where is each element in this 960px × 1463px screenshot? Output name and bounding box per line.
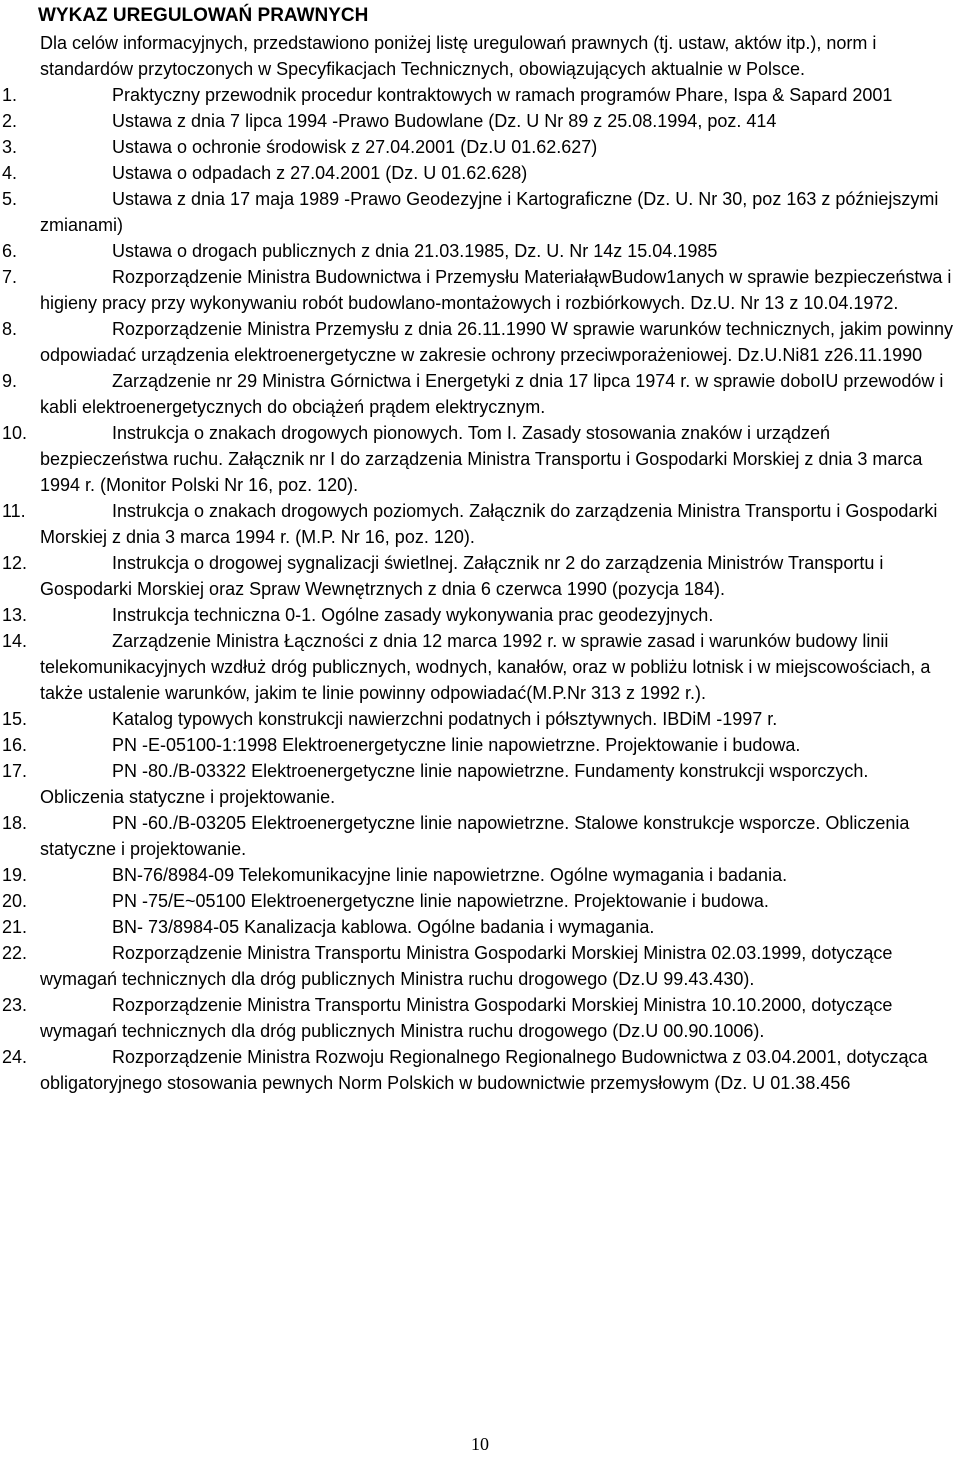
regulation-item [2, 420, 954, 498]
regulation-text: PN -60./B-03205 Elektroenergetyczne linie napowietrzne. Stalowe konstrukcje wsporcze. Obliczenia statyczne i projektowanie. [40, 813, 910, 859]
regulation-text: Ustawa o ochronie środowisk z 27.04.2001 (Dz.U 01.62.627) [112, 137, 598, 157]
regulation-text: Instrukcja o znakach drogowych poziomych. Załącznik do zarządzenia Ministra Transportu i Gospodarki Morskiej z dnia 3 marca 1994 r. (M.P. Nr 16, poz. 120). [40, 501, 938, 547]
regulation-item [2, 862, 954, 888]
page-number: 10 [471, 1434, 489, 1454]
regulation-text: Ustawa z dnia 17 maja 1989 -Prawo Geodezyjne i Kartograficzne (Dz. U. Nr 30, poz 163 z późniejszymi zmianami) [40, 189, 939, 235]
regulation-text: Rozporządzenie Ministra Przemysłu z dnia 26.11.1990 W sprawie warunków technicznych, jakim powinny odpowiadać urządzenia elektroenergetyczne w zakresie ochrony przeciwporażeniowej. Dz.U.Ni81 z26.11.1990 [40, 319, 954, 365]
regulation-number: 7. [2, 267, 18, 287]
regulation-number: 22. [2, 943, 28, 963]
regulation-text: Zarządzenie nr 29 Ministra Górnictwa i Energetyki z dnia 17 lipca 1974 r. w sprawie doboIU przewodów i kabli elektroenergetycznych do obciążeń prądem elektrycznym. [40, 371, 944, 417]
regulation-text: PN -E-05100-1:1998 Elektroenergetyczne linie napowietrzne. Projektowanie i budowa. [112, 735, 801, 755]
document-intro: Dla celów informacyjnych, przedstawiono poniżej listę uregulowań prawnych (tj. ustaw, aktów itp.), norm i standardów przytoczonych w Specyfikacjach Technicznych, obowiązujących aktualnie w Polsce. [40, 33, 877, 79]
regulation-text: BN-76/8984-09 Telekomunikacyjne linie napowietrzne. Ogólne wymagania i badania. [112, 865, 788, 885]
regulation-number: 9. [2, 371, 18, 391]
regulation-number: 1. [2, 85, 18, 105]
regulation-item [2, 810, 954, 862]
regulation-item [2, 82, 954, 108]
regulation-item [2, 602, 954, 628]
regulation-text: PN -75/E~05100 Elektroenergetyczne linie napowietrzne. Projektowanie i budowa. [112, 891, 769, 911]
regulation-number: 13. [2, 605, 28, 625]
regulation-text: Praktyczny przewodnik procedur kontraktowych w ramach programów Phare, Ispa & Sapard 2001 [112, 85, 893, 105]
regulation-text: Katalog typowych konstrukcji nawierzchni podatnych i półsztywnych. IBDiM -1997 r. [112, 709, 778, 729]
regulation-text: Rozporządzenie Ministra Transportu Ministra Gospodarki Morskiej Ministra 02.03.1999, dotyczące wymagań technicznych dla dróg publicznych Ministra ruchu drogowego (Dz.U 99.43.430). [40, 943, 893, 989]
regulation-item [2, 732, 954, 758]
regulation-number: 17. [2, 761, 28, 781]
regulation-item [2, 134, 954, 160]
regulation-item [2, 368, 954, 420]
regulation-text: Instrukcja techniczna 0-1. Ogólne zasady wykonywania prac geodezyjnych. [112, 605, 714, 625]
regulation-number: 20. [2, 891, 28, 911]
regulation-item [2, 316, 954, 368]
regulation-item [2, 186, 954, 238]
regulation-number: 12. [2, 553, 28, 573]
regulations-list [2, 82, 954, 1096]
regulation-number: 2. [2, 111, 18, 131]
regulation-text: BN- 73/8984-05 Kanalizacja kablowa. Ogólne badania i wymagania. [112, 917, 655, 937]
regulation-item [2, 108, 954, 134]
regulation-number: 19. [2, 865, 28, 885]
regulation-item [2, 1044, 954, 1096]
regulation-number: 18. [2, 813, 28, 833]
regulation-number: 21. [2, 917, 28, 937]
regulation-text: PN -80./B-03322 Elektroenergetyczne linie napowietrzne. Fundamenty konstrukcji wsporczych. Obliczenia statyczne i projektowanie. [40, 761, 869, 807]
regulation-item [2, 992, 954, 1044]
regulation-number: 15. [2, 709, 28, 729]
regulation-item [2, 238, 954, 264]
regulation-number: 24. [2, 1047, 28, 1067]
regulation-number: 23. [2, 995, 28, 1015]
regulation-item [2, 888, 954, 914]
regulation-item [2, 628, 954, 706]
regulation-item [2, 940, 954, 992]
regulation-text: Ustawa o drogach publicznych z dnia 21.03.1985, Dz. U. Nr 14z 15.04.1985 [112, 241, 718, 261]
regulation-number: 11. [2, 501, 26, 521]
regulation-item [2, 264, 954, 316]
regulation-text: Instrukcja o drogowej sygnalizacji świetlnej. Załącznik nr 2 do zarządzenia Ministrów Transportu i Gospodarki Morskiej oraz Spraw Wewnętrznych z dnia 6 czerwca 1990 (pozycja 184). [40, 553, 884, 599]
regulation-number: 8. [2, 319, 18, 339]
regulation-number: 16. [2, 735, 28, 755]
regulation-text: Rozporządzenie Ministra Rozwoju Regionalnego Regionalnego Budownictwa z 03.04.2001, dotycząca obligatoryjnego stosowania pewnych Norm Polskich w budownictwie przemysłowym (Dz. U 01.38.456 [40, 1047, 928, 1093]
regulation-number: 4. [2, 163, 18, 183]
regulation-text: Ustawa o odpadach z 27.04.2001 (Dz. U 01.62.628) [112, 163, 528, 183]
regulation-item [2, 914, 954, 940]
regulation-text: Rozporządzenie Ministra Budownictwa i Przemysłu MateriałąwBudow1anych w sprawie bezpieczeństwa i higieny pracy przy wykonywaniu robót budowlano-montażowych i rozbiórkowych. Dz.U. Nr 13 z 10.04.1972. [40, 267, 952, 313]
regulation-item [2, 550, 954, 602]
regulation-item [2, 706, 954, 732]
regulation-number: 3. [2, 137, 18, 157]
document-heading: WYKAZ UREGULOWAŃ PRAWNYCH [38, 5, 369, 26]
regulation-text: Ustawa z dnia 7 lipca 1994 -Prawo Budowlane (Dz. U Nr 89 z 25.08.1994, poz. 414 [112, 111, 777, 131]
regulation-item [2, 758, 954, 810]
regulation-number: 10. [2, 423, 28, 443]
regulation-text: Instrukcja o znakach drogowych pionowych. Tom I. Zasady stosowania znaków i urządzeń bezpieczeństwa ruchu. Załącznik nr I do zarządzenia Ministra Transportu i Gospodarki Morskiej z dnia 3 marca 1994 r. (Monitor Polski Nr 16, poz. 120). [40, 423, 923, 495]
regulation-item [2, 160, 954, 186]
regulation-number: 5. [2, 189, 18, 209]
regulation-number: 6. [2, 241, 18, 261]
regulation-text: Rozporządzenie Ministra Transportu Ministra Gospodarki Morskiej Ministra 10.10.2000, dotyczące wymagań technicznych dla dróg publicznych Ministra ruchu drogowego (Dz.U 00.90.1006). [40, 995, 893, 1041]
regulation-number: 14. [2, 631, 28, 651]
regulation-item [2, 498, 954, 550]
regulation-text: Zarządzenie Ministra Łączności z dnia 12 marca 1992 r. w sprawie zasad i warunków budowy linii telekomunikacyjnych wzdłuż dróg publicznych, wodnych, kanałów, oraz w pobliżu lotnisk i w miejscowościach, a także ustalenie warunków, jakim te linie powinny odpowiadać(M.P.Nr 313 z 1992 r.). [40, 631, 931, 703]
